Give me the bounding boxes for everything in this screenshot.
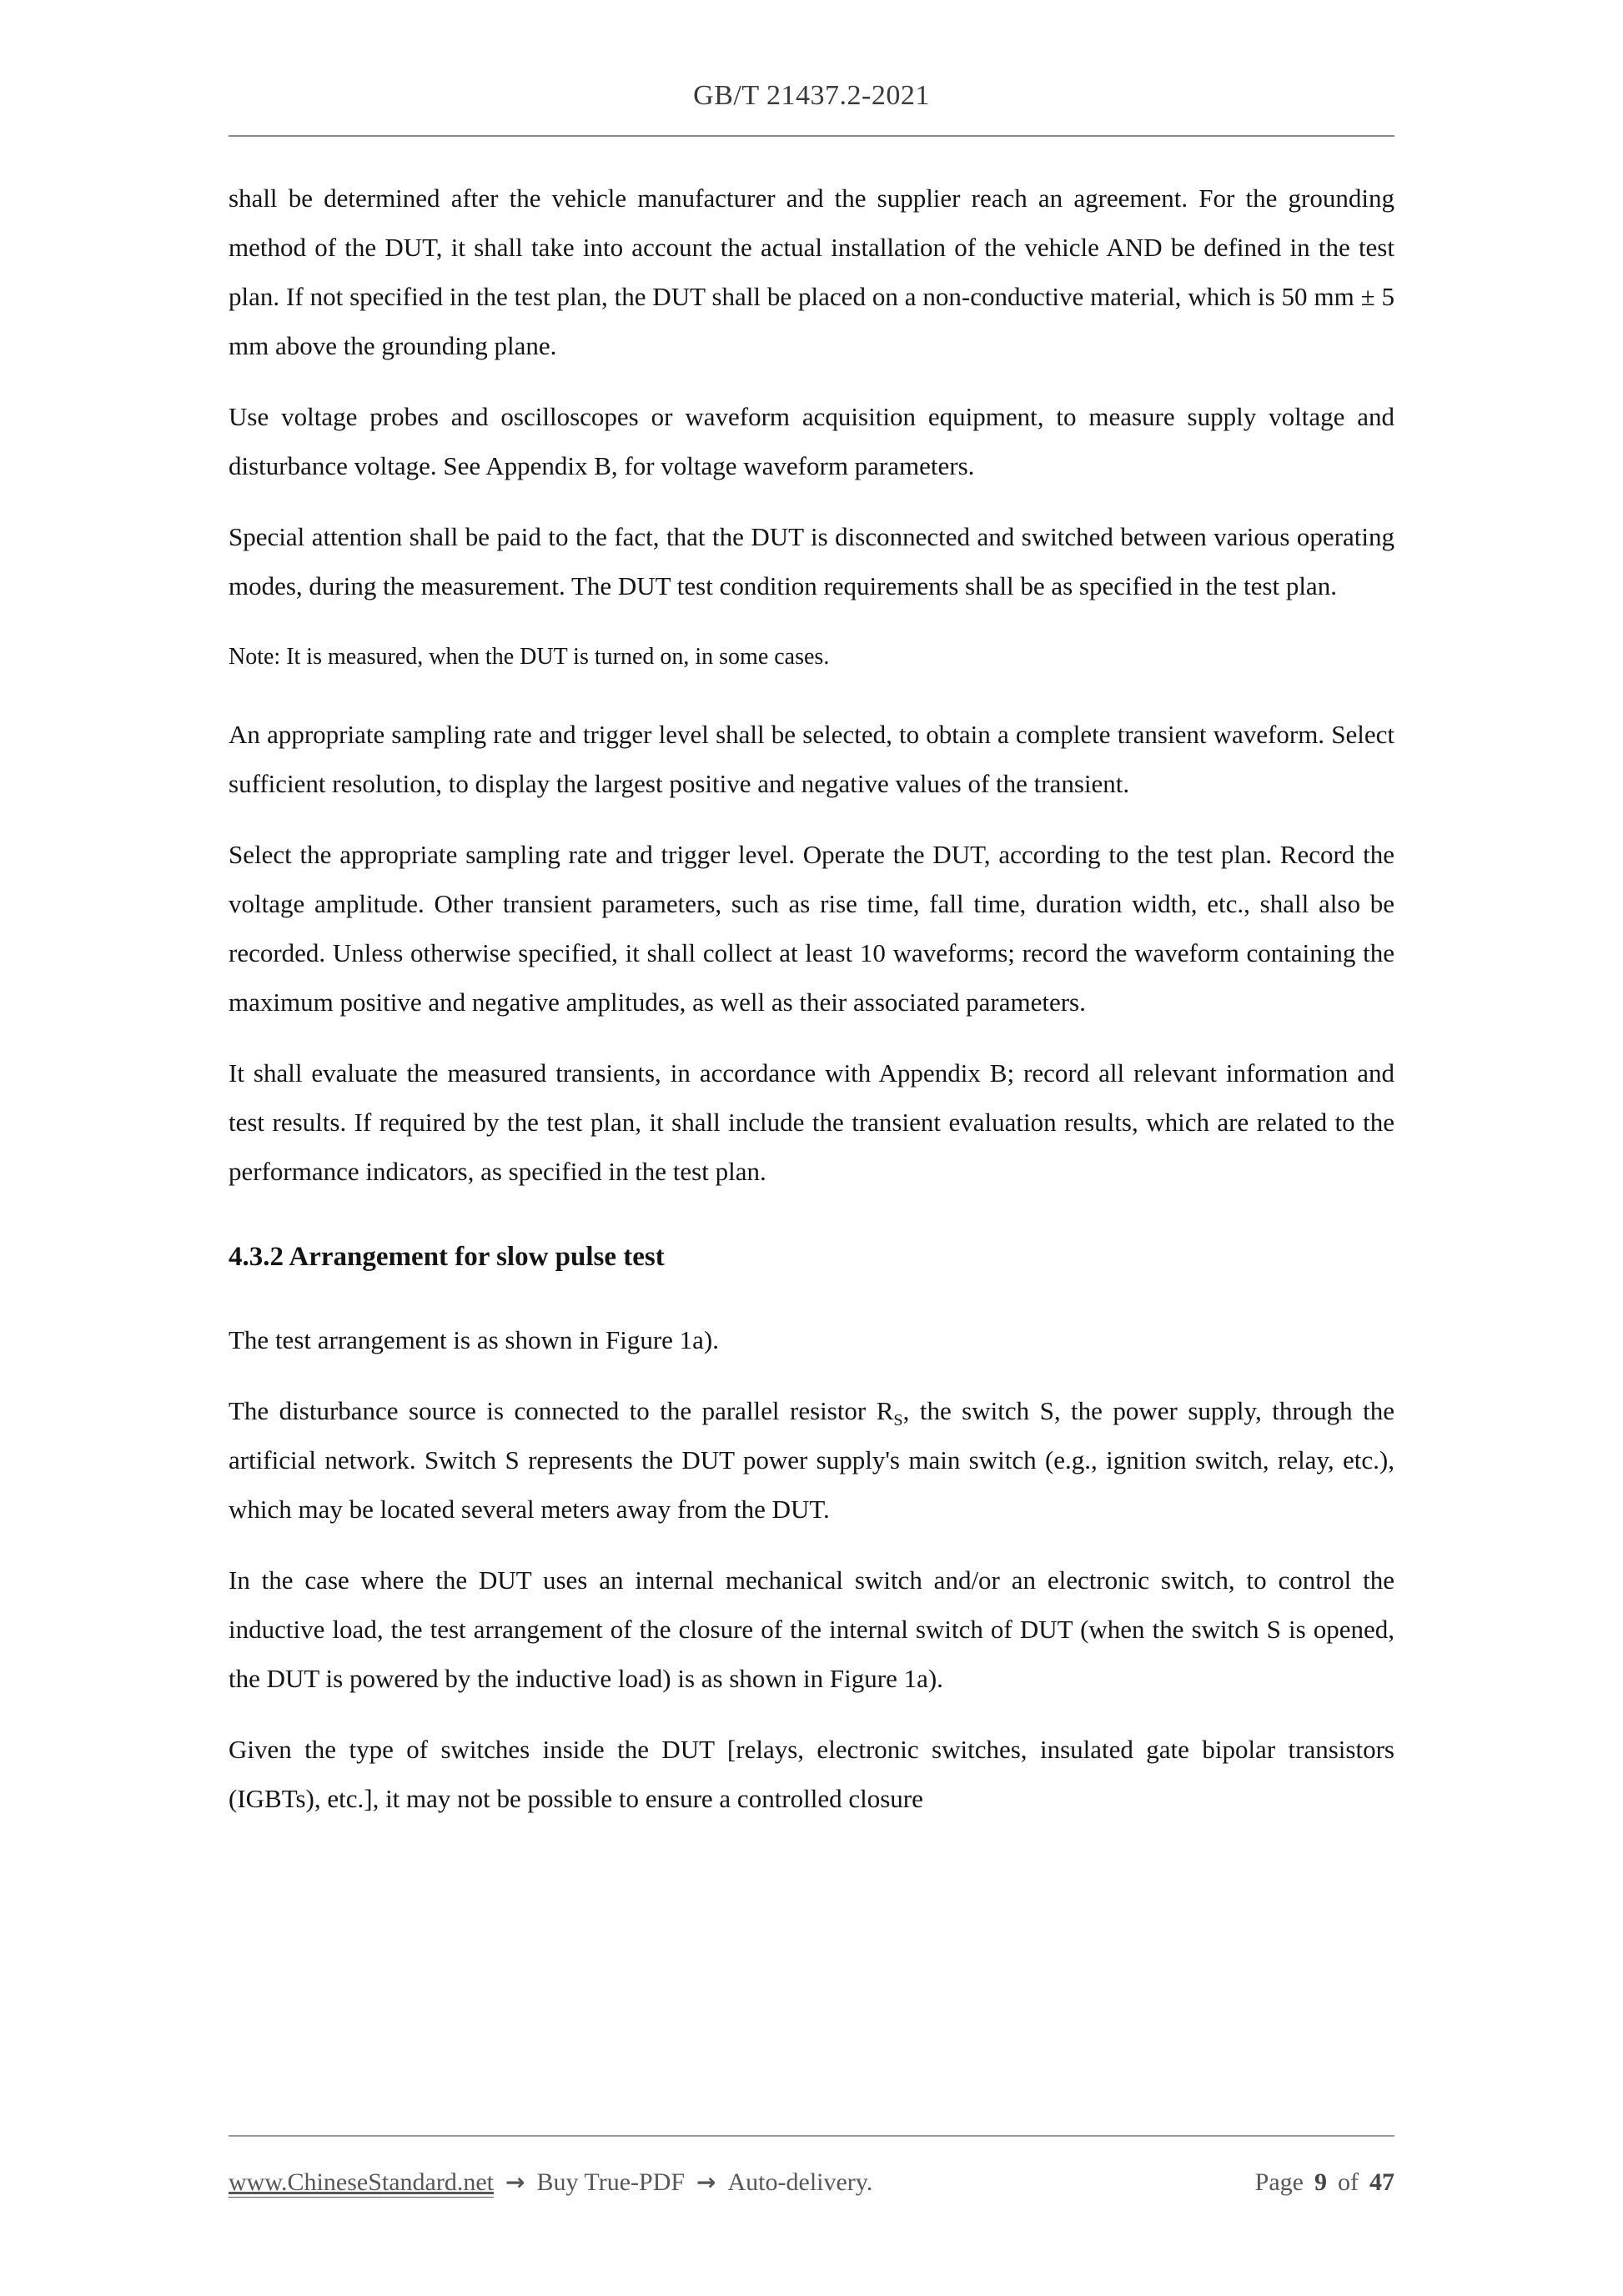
paragraph-disturbance-source [229,1386,1394,1534]
auto-delivery-label: Auto-delivery. [727,2168,873,2196]
buy-true-pdf-label: Buy True-PDF [536,2168,686,2196]
paragraph-grounding: shall be determined after the vehicle manufacturer and the supplier reach an agreement. For the grounding method of the DUT, it shall take into account the actual installation of the vehicle AND be defined in the test plan. If not specified in the test plan, the DUT shall be placed on a non-conductive material, which is 50 mm ± 5 mm above the grounding plane. [229,183,1394,360]
page-indicator [1255,2168,1394,2197]
page-header [229,0,1394,112]
note-line: Note: It is measured, when the DUT is turned on, in some cases. [229,644,830,670]
page-content [229,137,1394,1845]
footer-row [229,2168,1394,2198]
disturbance-text-part1: The disturbance source is connected to the parallel resistor R [229,1396,894,1425]
paragraph-select-sampling: Select the appropriate sampling rate and trigger level. Operate the DUT, according to the test plan. Record the voltage amplitude. Other transient parameters, such as rise time, fall time, duration width, etc., shall also be recorded. Unless otherwise specified, it shall collect at least 10 waveforms; record the waveform containing the maximum positive and negative amplitudes, as well as their associated parameters. [229,840,1394,1017]
disturbance-text-part2: , the switch S, the power supply, through the artificial network. Switch S represents the DUT power supply's main switch (e.g., ignition switch, relay, etc.), which may be located several meters away from the DUT. [229,1396,1394,1524]
of-label: of [1338,2168,1359,2196]
paragraph-voltage-probes: Use voltage probes and oscilloscopes or waveform acquisition equipment, to measure supply voltage and disturbance voltage. See Appendix B, for voltage waveform parameters. [229,402,1394,480]
paragraph-test-arrangement: The test arrangement is as shown in Figure 1a). [229,1325,719,1354]
footer-promo [229,2168,872,2198]
right-arrow-icon: → [505,2168,525,2196]
current-page-number: 9 [1314,2168,1327,2196]
page-footer [229,2135,1394,2296]
resistor-subscript: S [893,1411,903,1430]
right-arrow-icon: → [696,2168,716,2196]
site-link[interactable]: www.ChineseStandard.net [229,2168,494,2196]
paragraph-switch-types: Given the type of switches inside the DUT [relays, electronic switches, insulated gate bipolar transistors (IGBTs), etc.], it may not be possible to ensure a controlled closure [229,1735,1394,1813]
paragraph-special-attention: Special attention shall be paid to the fact, that the DUT is disconnected and switched between various operating modes, during the measurement. The DUT test condition requirements shall be as specified in the test plan. [229,522,1394,600]
paragraph-evaluate-transients: It shall evaluate the measured transients, in accordance with Appendix B; record all relevant information and test results. If required by the test plan, it shall include the transient evaluation results, which are related to the performance indicators, as specified in the test plan. [229,1058,1394,1186]
section-heading-4-3-2: 4.3.2 Arrangement for slow pulse test [229,1242,665,1272]
page-label: Page [1254,2168,1304,2196]
paragraph-internal-switch: In the case where the DUT uses an internal mechanical switch and/or an electronic switch, to control the inductive load, the test arrangement of the closure of the internal switch of DUT (when the switch S is opened, the DUT is powered by the inductive load) is as shown in Figure 1a). [229,1565,1394,1693]
total-page-number: 47 [1369,2168,1394,2196]
doc-number: GB/T 21437.2-2021 [693,80,930,111]
page-inner [229,0,1394,2296]
paragraph-sampling-rate: An appropriate sampling rate and trigger level shall be selected, to obtain a complete transient waveform. Select sufficient resolution, to display the largest positive and negative values of the transient. [229,720,1394,798]
footer-divider [229,2135,1394,2137]
